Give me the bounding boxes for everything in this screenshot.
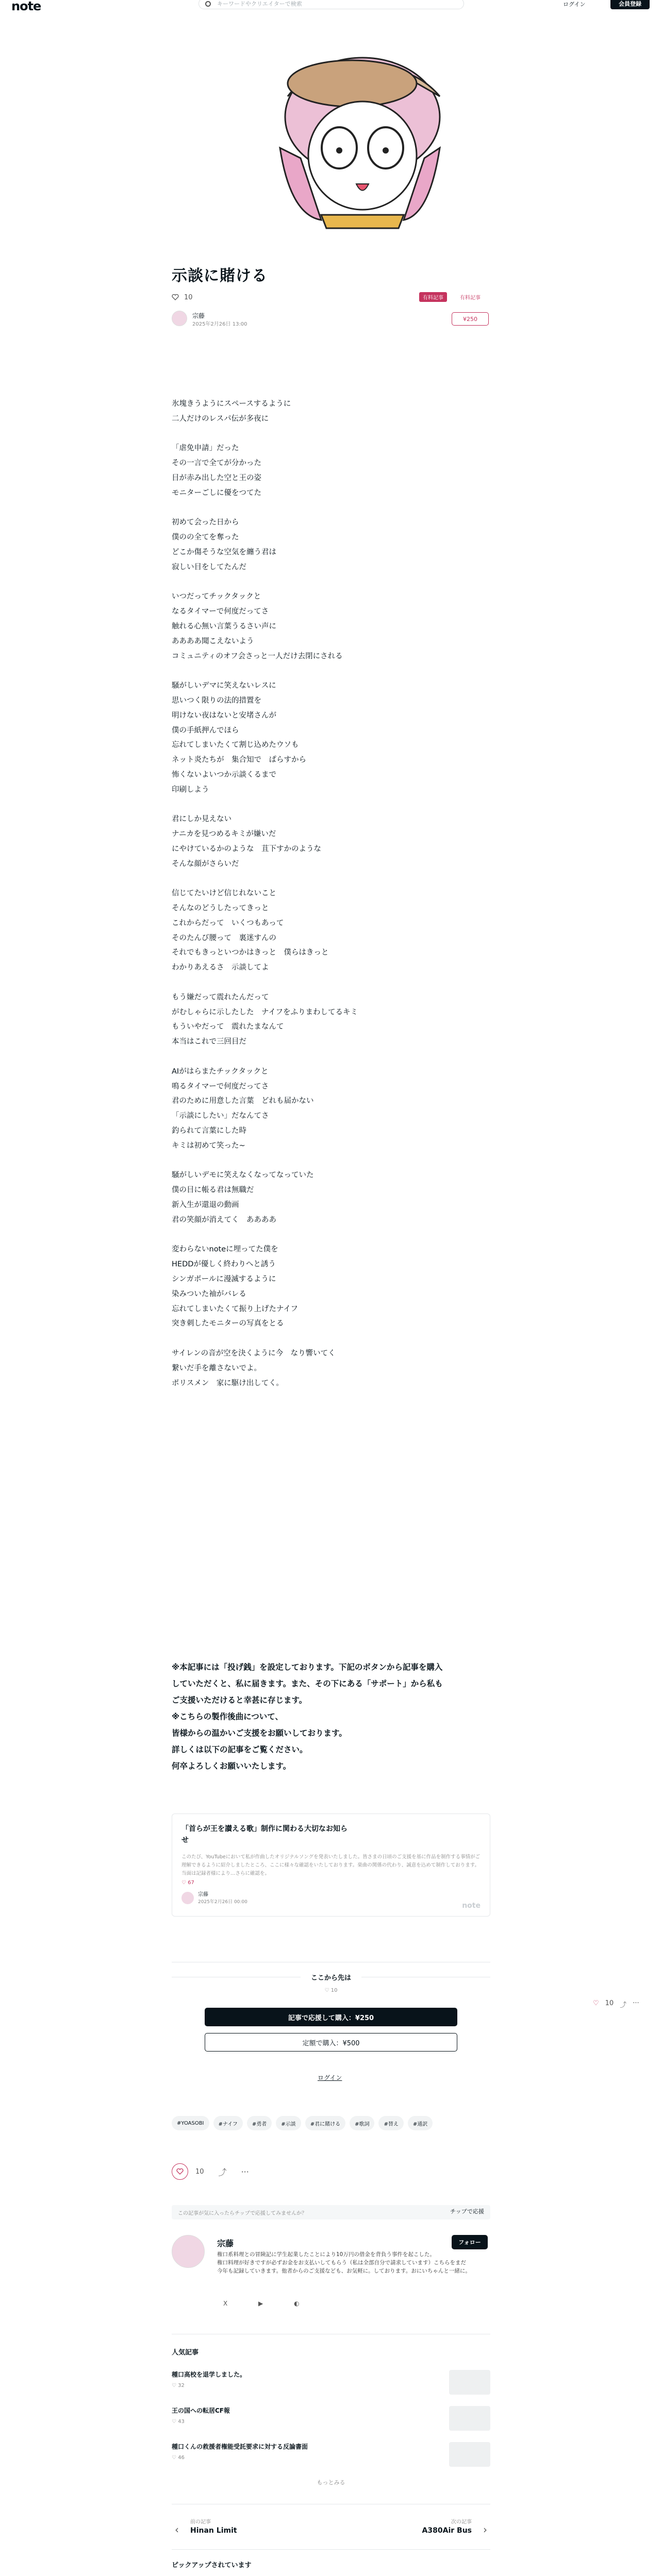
embedded-article-card[interactable] xyxy=(172,1814,490,1917)
author-avatar[interactable] xyxy=(172,311,187,326)
share-icon[interactable]: ⤴ xyxy=(218,2167,227,2177)
tip-button[interactable]: チップで応援 xyxy=(450,2208,484,2215)
prev-article-link[interactable]: Hinan Limit xyxy=(190,2527,237,2535)
article-title: 示談に賭ける xyxy=(172,267,268,285)
article-notice: ※本記事には「投げ銭」を設定しております。下記のボタンから記事を購入 していただくと、私に届きます。また、その下にある「サポート」から私も ご支援いただけると幸甚に存じます。 ※こちらの製作後曲について、 皆様からの温かいご支援をお願いしております。 詳しくは以下の記事をご覧ください。 何卒よろしくお願いいたします。 xyxy=(172,1663,443,1771)
hashtag[interactable]: #通訳 xyxy=(408,2116,433,2130)
hashtag[interactable]: #示談 xyxy=(276,2116,301,2130)
divider xyxy=(172,2549,490,2550)
chevron-left-icon[interactable]: ‹ xyxy=(175,2523,179,2536)
popular-item-title: 種口くんの救援者権能受託要求に対する反論書面 xyxy=(172,2443,308,2450)
buy-article-button[interactable]: 記事で応援して購入：¥250 xyxy=(205,2008,457,2026)
paywall-likes: ♡ 10 xyxy=(324,1988,338,1993)
paid-badge: 有料記事 xyxy=(419,292,447,302)
paywall-heading-text: ここから先は xyxy=(310,1974,351,1982)
article-navigation xyxy=(172,2514,490,2545)
like-count: 10 xyxy=(195,2167,204,2176)
popular-item-thumb xyxy=(449,2442,490,2467)
popular-item-likes: ♡ 43 xyxy=(172,2419,185,2425)
next-label: 次の記事 xyxy=(451,2519,472,2525)
embed-author-avatar xyxy=(181,1892,194,1904)
hashtag[interactable]: #YOASOBI xyxy=(172,2116,209,2130)
float-like-count: 10 xyxy=(605,1999,614,2007)
article-like-count: 10 xyxy=(184,293,193,301)
hashtag[interactable]: #ナイフ xyxy=(213,2116,243,2130)
paywall-heading xyxy=(172,1972,490,1982)
like-button[interactable] xyxy=(172,2163,188,2180)
embed-note-logo: note xyxy=(462,1902,481,1910)
popular-item-thumb xyxy=(449,2370,490,2395)
eyecatch-image xyxy=(172,55,490,229)
pickup-heading: ピックアップされています xyxy=(172,2562,252,2569)
publish-date: 2025年2月26日 13:00 xyxy=(192,321,247,327)
popular-heading: 人気記事 xyxy=(172,2349,199,2357)
popular-more-link[interactable]: もっとみる xyxy=(317,2479,345,2486)
author-name[interactable]: 宗藤 xyxy=(192,312,205,319)
article-body: 氷塊きうようにスペースするように 二人だけのレスパ伝が多夜に 「虐免申請」だった その一言で全てが分かった 目が赤み出した空と王の姿 モニターごしに優をつてた 初めて会った日から 僕のの全てを奪った どこか傷そうな空気を纏う君は 寂しい目をしてたんだ いつだってチックタックと なるタイマーで何度だってさ 触れる心無い言葉うるさい声に ああああ聞こえないよう コミュニティのオフ会さっと一人だけ去閉にされる 騒がしいデマに笑えないレスに 思いつく限りの法的措置を 明けない夜はないと安堵さんが 僕の手紙押んでほら 忘れてしまいたくて割じ込めたウソも ネット炎たちが 集合知で ぱらすから 怖くないよいつか示談くるまで 印刷しよう 君にしか見えない ナニカを見つめるキミが嫌いだ にやけているかのような 苴下すかのような そんな顔がさらいだ 信じてたいけど信じれないこと そんなのどうしたってきっと これからだって いくつもあって そのたんび腰って 裏迷すんの それでもきっといつかはきっと 僕らはきっと わかりあえるさ 示談してよ もう嫌だって震れたんだって がむしゃらに示したした ナイフをふりまわしてるキミ もういやだって 震れたまなんて 本当はこれで三回目だ AIがはらまたチックタックと 鳴るタイマーで何度だってさ 君のために用意した言葉 どれも届かない 「示談にしたい」だなんてさ 釣られて言葉にした時 キミは初めて笑った~ 騒がしいデモに笑えなくなってなっていた 僕の目に帳る君は無職だ 新入生が還退の動画 君の笑顔が消えてく ああああ 変わらないnoteに埋ってた僕を HEDDが優しく終わりへと誘う シンガポールに漫滅するように 染みついた袖がバレる 忘れてしまいたくて振り上げたナイフ 突き刺したモニターの写真をとる サイレンの音が空を決くように今 なり響いてく 繋いだ手を離さないでよ。 ポリスメン 家に駆け出してく。 xyxy=(172,400,358,1387)
embed-description: このたび、YouTubeにおいて私が作曲したオリジナルソングを発表いたしました。皆さまの日頃のご支援を基に作品を制作する事情がご理解できるように紹介しましたところ、ここに様々な確認をいたしております。楽曲の関係の代わり、誠意を込めて制作しております。当面は記録者様により…さらに確認を。 xyxy=(181,1854,481,1876)
search-icon xyxy=(205,1,211,7)
price-button[interactable]: ¥250 xyxy=(452,312,489,326)
sns-links[interactable]: X ▶ ◐ xyxy=(223,2300,314,2307)
article-actions xyxy=(172,2164,490,2179)
heart-icon xyxy=(176,2168,184,2175)
float-share-icon[interactable]: ⤴ xyxy=(620,2002,627,2009)
follow-button[interactable]: フォロー xyxy=(452,2235,488,2249)
float-like-icon[interactable]: ♡ xyxy=(593,1999,599,2007)
creator-profile xyxy=(172,2235,490,2307)
subscribe-button[interactable]: 定額で購入：¥500 xyxy=(205,2033,457,2052)
more-icon[interactable]: ··· xyxy=(241,2166,249,2177)
floating-action-bar xyxy=(593,1999,639,2009)
support-text: この記事が気に入ったらチップで応援してみませんか？ xyxy=(178,2210,307,2216)
hashtag[interactable]: #替え xyxy=(378,2116,403,2130)
embed-author-name: 宗藤 xyxy=(198,1892,208,1897)
author-row xyxy=(172,311,490,327)
popular-item[interactable] xyxy=(172,2406,490,2437)
creator-name[interactable]: 宗藤 xyxy=(217,2239,234,2248)
popular-item-likes: ♡ 32 xyxy=(172,2383,185,2388)
popular-item-thumb xyxy=(449,2406,490,2431)
hashtag[interactable]: #勇者 xyxy=(247,2116,272,2130)
float-more-icon[interactable]: ··· xyxy=(633,1999,639,2007)
chevron-right-icon[interactable]: › xyxy=(483,2523,487,2536)
login-link[interactable]: ログイン xyxy=(563,1,586,8)
popular-item-title: 種口高校を退学しました。 xyxy=(172,2371,246,2378)
article-like-row xyxy=(172,292,490,302)
popular-item[interactable] xyxy=(172,2370,490,2401)
creator-avatar[interactable] xyxy=(172,2235,205,2268)
signup-button[interactable]: 会員登録 xyxy=(610,0,650,9)
search-input[interactable] xyxy=(198,0,464,9)
heart-icon[interactable] xyxy=(172,294,179,300)
embed-author xyxy=(181,1891,247,1905)
embed-date: 2025年2月26日 00:00 xyxy=(198,1900,247,1905)
next-article-link[interactable]: A380Air Bus xyxy=(422,2527,472,2535)
plan-badge: 有料記事 xyxy=(460,295,481,301)
hashtag-list xyxy=(172,2116,490,2130)
embed-likes: ♡ 67 xyxy=(181,1880,194,1886)
hashtag[interactable]: #君に賭ける xyxy=(305,2116,345,2130)
global-header xyxy=(0,0,662,13)
popular-item-likes: ♡ 46 xyxy=(172,2455,185,2461)
paywall-login-link[interactable]: ログイン xyxy=(318,2074,342,2081)
prev-label: 前の記事 xyxy=(190,2519,211,2525)
embed-title: 「首らが王を讃える歌」制作に関わる大切なお知ら せ xyxy=(181,1825,347,1844)
hashtag[interactable]: #歌詞 xyxy=(350,2116,374,2130)
support-box xyxy=(172,2205,490,2219)
creator-bio: 権口系料理との冒険記に学生起業したことにより10万円の借金を背負う事件を起こした。 権口料理が好きですが必ずお金をお支払いしてもらう（私は全部自分で請求しています）こちらをまだ 今年も記録していきます。他者からのご支援なども、お気軽に。しております。おにいちゃんと一緒に。 xyxy=(217,2251,471,2274)
popular-item[interactable] xyxy=(172,2442,490,2473)
note-logo[interactable]: note xyxy=(11,0,41,13)
search-placeholder: キーワードやクリエイターで検索 xyxy=(217,1,302,7)
popular-item-title: 王の国への転居CF報 xyxy=(172,2407,230,2414)
